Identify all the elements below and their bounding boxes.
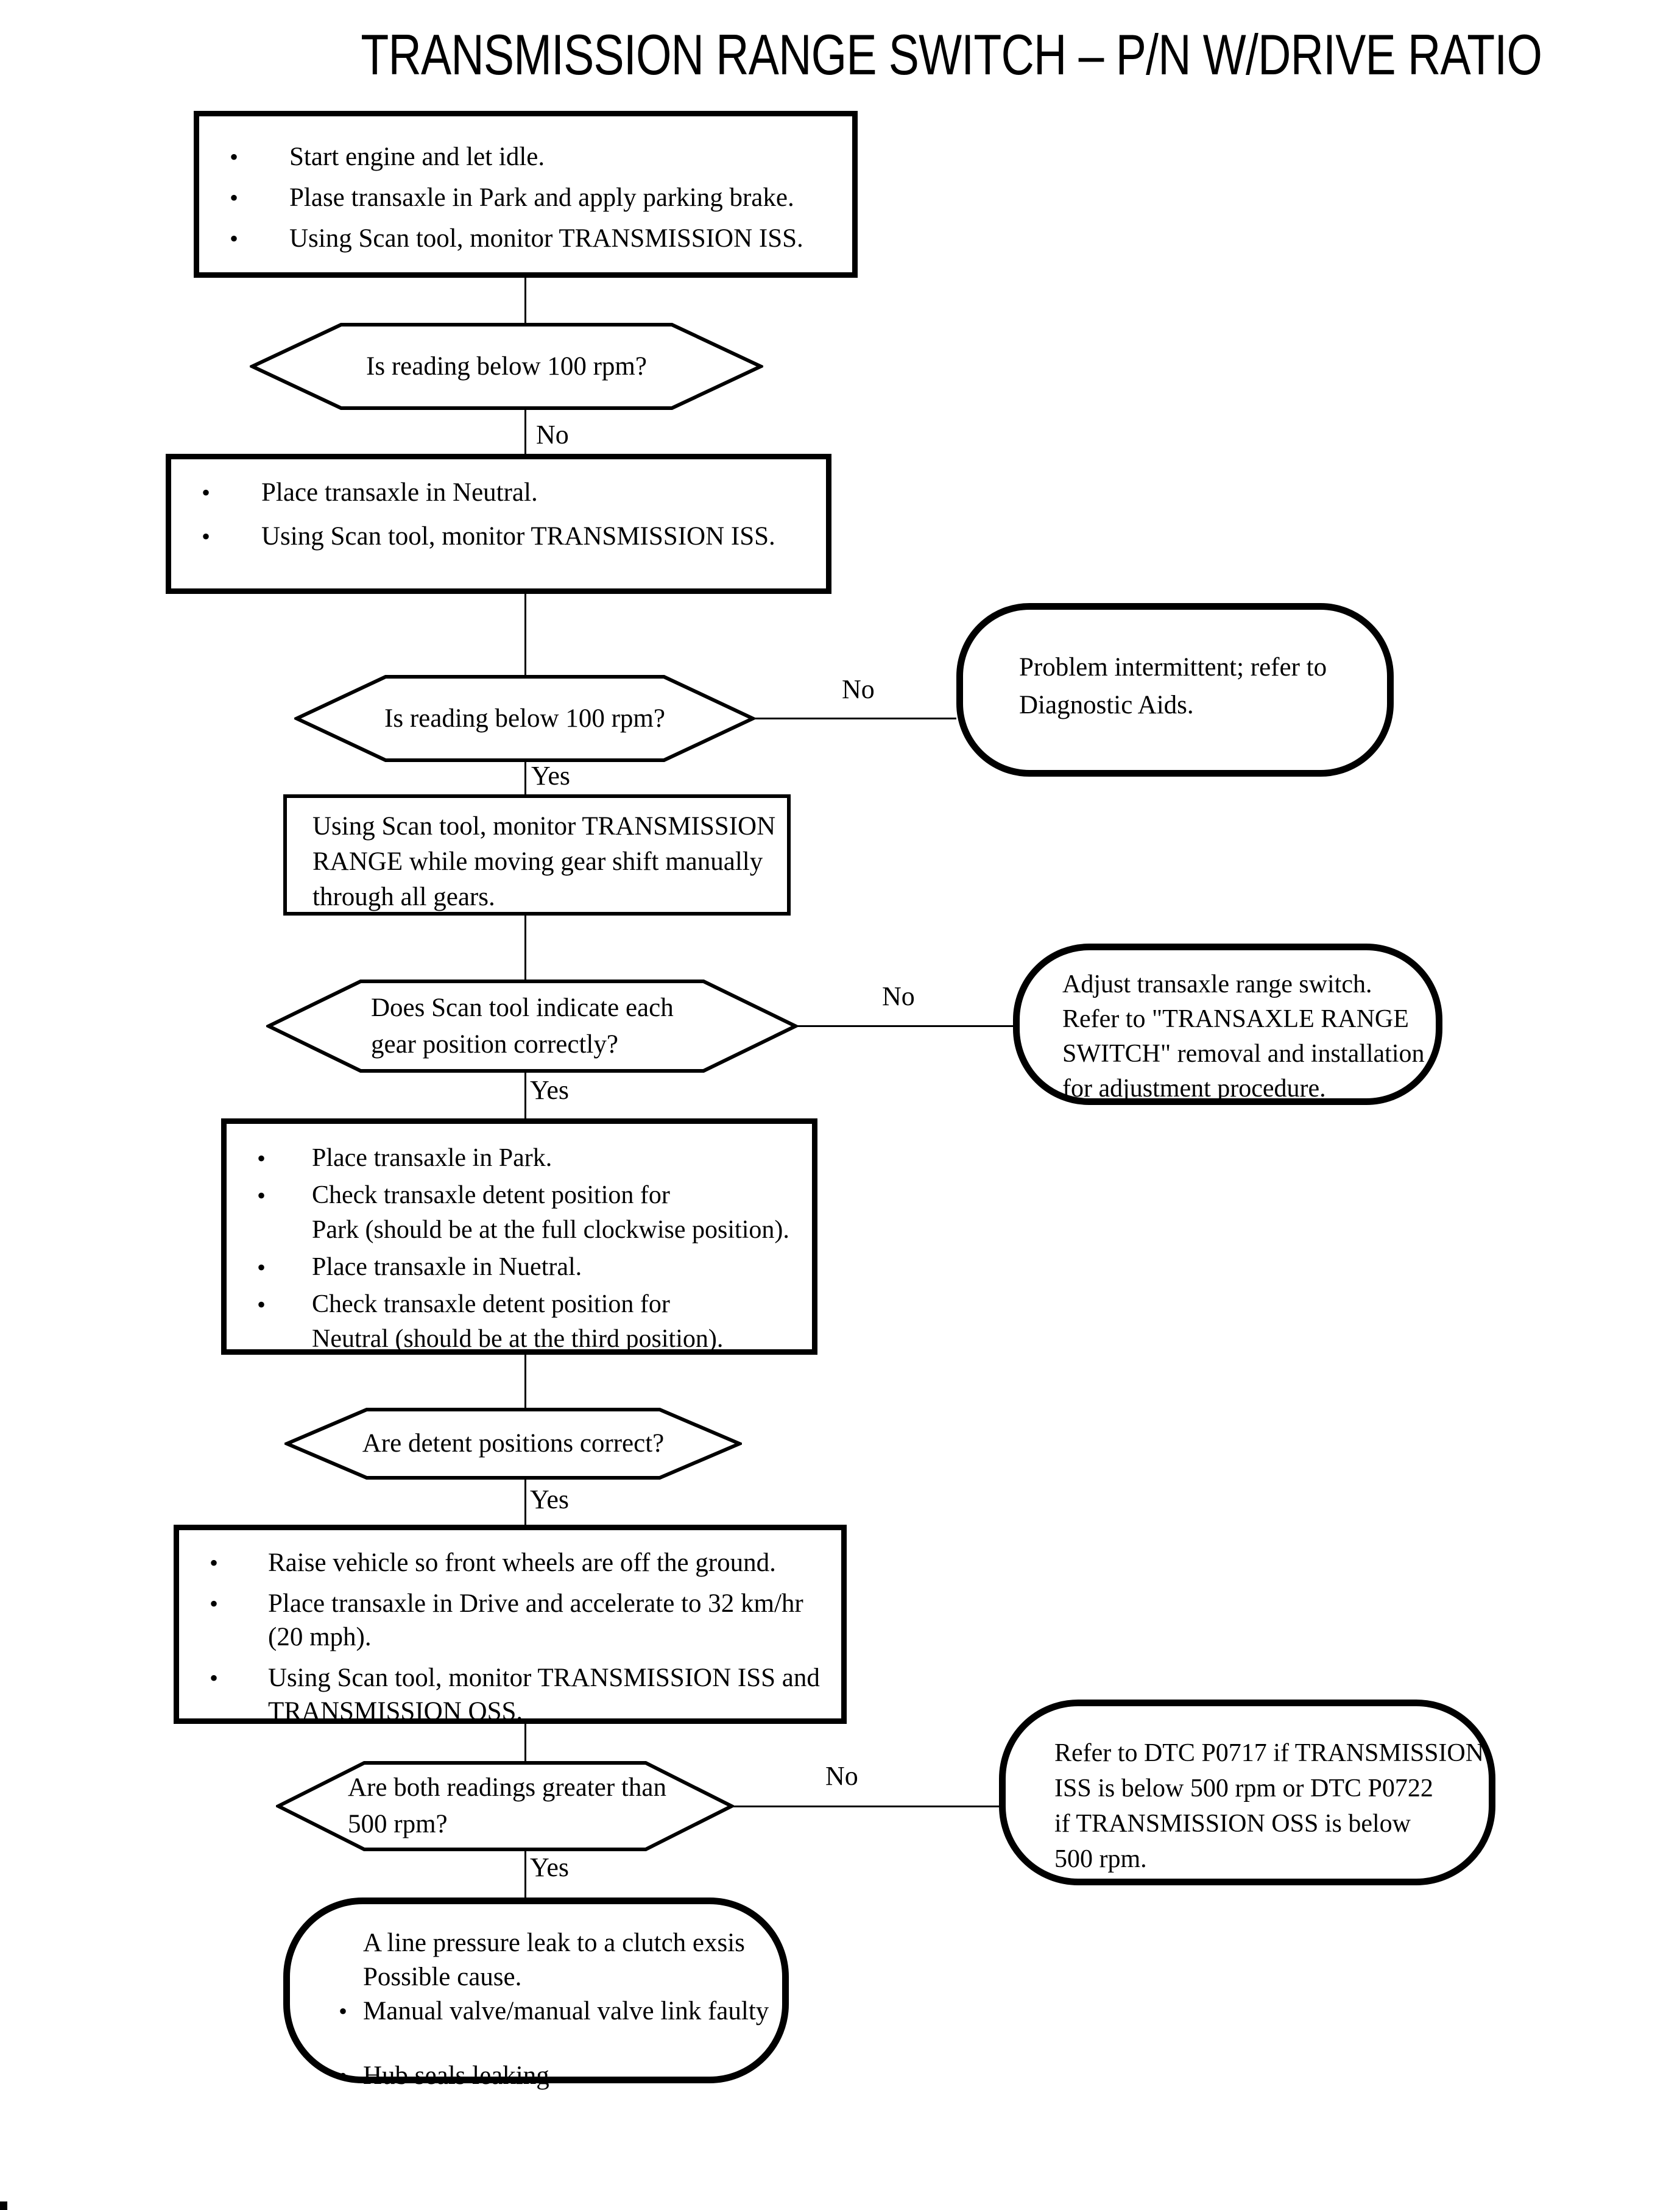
step-box-check-detent (221, 1118, 817, 1355)
terminal-problem-intermittent (956, 603, 1394, 777)
connector-box2-hex2 (524, 594, 526, 675)
step-text: Using Scan tool, monitor TRANSMISSION (312, 812, 776, 841)
list-item (230, 139, 840, 175)
connector-hex2-box3 (524, 762, 526, 794)
step-text: Plase transaxle in Park and apply parking brake. (289, 183, 794, 212)
decision-detent-positions-correct (284, 1407, 742, 1480)
connector-hex5-bubble3 (732, 1806, 999, 1807)
step-text: (20 mph). (268, 1623, 372, 1651)
bullet-icon: • (202, 479, 211, 506)
terminal-text: Hub seals leaking (363, 2061, 549, 2090)
step-text: Place transaxle in Neutral. (261, 478, 538, 507)
list-item (339, 2059, 776, 2093)
step-text: Park (should be at the full clockwise position). (312, 1216, 789, 1244)
edge-label-no: No (882, 981, 915, 1011)
bullet-icon: • (257, 1145, 266, 1172)
connector-hex2-bubble1 (754, 718, 956, 719)
edge-label-no: No (825, 1761, 858, 1791)
step-text: Using Scan tool, monitor TRANSMISSION ISS. (289, 224, 803, 253)
bullet-icon: • (257, 1182, 266, 1209)
decision-readings-greater-500rpm (276, 1760, 734, 1852)
edge-label-yes: Yes (530, 1075, 570, 1105)
terminal-text: Refer to DTC P0717 if TRANSMISSION (1054, 1739, 1484, 1767)
step-box-start-engine (194, 111, 858, 278)
decision-gear-position-correct (266, 979, 798, 1073)
step-text: Check transaxle detent position for (312, 1290, 670, 1318)
bullet-icon: • (210, 1549, 219, 1576)
connector-box1-hex1 (524, 278, 526, 323)
list-item (210, 1587, 834, 1654)
decision-question: Does Scan tool indicate each gear position correctly? (371, 993, 674, 1059)
connector-hex3-box4 (524, 1073, 526, 1119)
step-text: through all gears. (312, 883, 495, 911)
list-item (230, 180, 840, 216)
step-box-neutral-monitor (166, 454, 831, 594)
terminal-text: Diagnostic Aids. (1019, 691, 1194, 719)
page-title: TRANSMISSION RANGE SWITCH – P/N W/DRIVE RATIO (361, 23, 1542, 86)
terminal-text: 500 rpm. (1054, 1845, 1147, 1873)
step-text: Check transaxle detent position for (312, 1181, 670, 1209)
step-text: Neutral (should be at the third position). (312, 1325, 724, 1353)
terminal-text: SWITCH" removal and installation (1062, 1040, 1425, 1068)
bullet-icon: • (210, 1590, 219, 1617)
terminal-line-pressure-leak (283, 1898, 789, 2090)
decision-question: Is reading below 100 rpm? (384, 704, 665, 733)
terminal-text: if TRANSMISSION OSS is below (1054, 1810, 1411, 1838)
terminal-refer-dtc (999, 1700, 1495, 1885)
edge-label-yes: Yes (530, 1852, 570, 1882)
terminal-text: ISS is below 500 rpm or DTC P0722 (1054, 1774, 1433, 1802)
connector-box3-hex3 (524, 916, 526, 980)
list-item (257, 1250, 805, 1285)
bullet-icon: • (230, 143, 239, 171)
decision-question: Are detent positions correct? (362, 1429, 665, 1458)
step-text: Place transaxle in Nuetral. (312, 1253, 582, 1281)
step-box-raise-vehicle (174, 1525, 847, 1724)
terminal-text: Manual valve/manual valve link faulty (363, 1997, 769, 2025)
terminal-adjust-range-switch (1013, 944, 1442, 1105)
terminal-text: Adjust transaxle range switch. (1062, 970, 1372, 998)
decision-question: Are both readings greater than 500 rpm? (348, 1773, 666, 1838)
bullet-icon: • (257, 1254, 266, 1281)
decision-question: Is reading below 100 rpm? (366, 351, 647, 381)
terminal-text: Problem intermittent; refer to (1019, 653, 1327, 682)
step-text: Place transaxle in Park. (312, 1144, 552, 1172)
list-item (210, 1661, 834, 1728)
edge-label-no: No (842, 674, 875, 704)
step-text: Using Scan tool, monitor TRANSMISSION ISS and (268, 1664, 820, 1692)
bullet-icon: • (210, 1664, 219, 1692)
terminal-text: Possible cause. (363, 1963, 522, 1991)
list-item (202, 519, 814, 554)
edge-label-no: No (536, 420, 569, 450)
bullet-icon: • (202, 523, 211, 550)
edge-label-yes: Yes (530, 1485, 570, 1514)
step-box-monitor-range (283, 794, 791, 916)
list-item (202, 475, 814, 510)
bullet-icon: • (230, 184, 239, 211)
connector-hex1-box2 (524, 409, 526, 454)
step-text: TRANSMISSION OSS. (268, 1697, 523, 1726)
list-item (230, 221, 840, 256)
step-text: Start engine and let idle. (289, 143, 545, 171)
list-item (257, 1287, 805, 1357)
list-item (257, 1141, 805, 1176)
connector-hex4-box5 (524, 1480, 526, 1525)
decision-reading-below-100rpm-2 (294, 674, 755, 763)
connector-hex5-bubble4 (524, 1851, 526, 1898)
terminal-text: Refer to "TRANSAXLE RANGE (1062, 1005, 1409, 1033)
bullet-icon: • (339, 1997, 348, 2025)
list-item (210, 1546, 834, 1580)
terminal-text: for adjustment procedure. (1062, 1075, 1326, 1103)
connector-box5-hex5 (524, 1724, 526, 1761)
bullet-icon: • (230, 225, 239, 252)
step-text: Raise vehicle so front wheels are off the ground. (268, 1548, 776, 1577)
step-text: Place transaxle in Drive and accelerate to 32 km/hr (268, 1589, 803, 1618)
edge-label-yes: Yes (531, 761, 571, 791)
scan-artifact-mark (0, 2201, 7, 2210)
bullet-icon: • (339, 2062, 348, 2089)
list-item (257, 1178, 805, 1248)
decision-reading-below-100rpm-1 (250, 322, 763, 411)
step-text: RANGE while moving gear shift manually (312, 847, 763, 876)
terminal-text: A line pressure leak to a clutch exsis (363, 1929, 745, 1957)
connector-hex3-bubble2 (796, 1025, 1013, 1027)
bullet-icon: • (257, 1291, 266, 1318)
connector-box4-hex4 (524, 1355, 526, 1408)
list-item (339, 1994, 776, 2028)
step-text: Using Scan tool, monitor TRANSMISSION ISS. (261, 522, 775, 551)
